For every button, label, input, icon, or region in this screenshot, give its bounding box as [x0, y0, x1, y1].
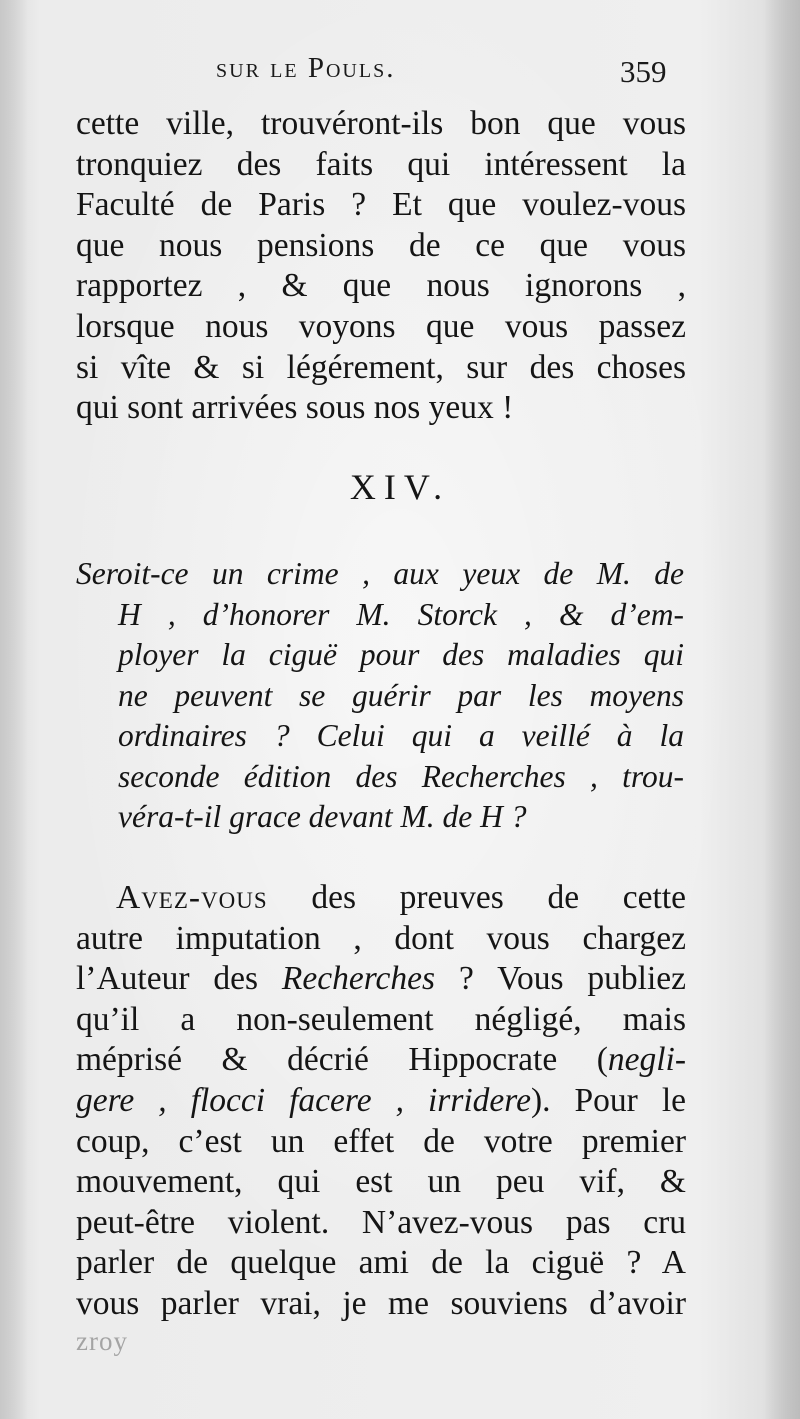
summary-line: seconde édition des Recherches , trou- [118, 758, 684, 794]
text-line: parler de quelque ami de la ciguë ? A [76, 1244, 686, 1282]
section-summary [76, 554, 684, 838]
text-line: Faculté de Paris ? Et que voulez-vous [76, 186, 686, 224]
summary-line: véra-t-il grace devant M. de H ? [118, 799, 527, 834]
text-fragment: méprisé & décrié Hippocrate ( [76, 1041, 608, 1079]
text-line: vous parler vrai, je me souviens d’avoir [76, 1284, 686, 1322]
text-line: mouvement, qui est un peu vif, & [76, 1163, 686, 1201]
paragraph-main [76, 878, 686, 1325]
text-fragment: ? Vous publiez [435, 960, 686, 998]
text-line: autre imputation , dont vous chargez [76, 919, 686, 957]
opening-word: Avez-vous [116, 879, 268, 916]
page-right-shadow [764, 0, 800, 1419]
text-fragment: ). Pour le [530, 1081, 686, 1119]
page-left-shadow [0, 0, 28, 1419]
text-line [76, 959, 686, 1000]
signature-mark: zroy [76, 1326, 128, 1356]
section-heading: XIV. [349, 467, 451, 507]
summary-line: ne peuvent se guérir par les moyens [118, 677, 684, 713]
text-line: si vîte & si légérement, sur des choses [76, 348, 686, 386]
text-line [76, 1081, 686, 1122]
summary-line: ployer la ciguë pour des maladies qui [118, 637, 684, 672]
latin-quote: gere , flocci facere , irridere [76, 1081, 531, 1119]
text-fragment: des preuves de cette [267, 879, 686, 916]
page-number: 359 [620, 54, 667, 89]
text-line: que nous pensions de ce que vous [76, 226, 686, 264]
text-line: lorsque nous voyons que vous passez [76, 307, 686, 345]
summary-line: Seroit-ce un crime , aux yeux de M. de [76, 556, 684, 591]
text-fragment: l’Auteur des [76, 960, 282, 998]
text-line: rapportez , & que nous ignorons , [76, 267, 686, 305]
paragraph-continued [76, 104, 686, 429]
summary-line: H , d’honorer M. Storck , & d’em- [118, 596, 684, 632]
page-header [0, 52, 800, 92]
text-line: qu’il a non-seulement négligé, mais [76, 1000, 686, 1038]
text-line [76, 878, 686, 919]
text-line: cette ville, trouvéront-ils bon que vous [76, 105, 686, 142]
text-line: tronquiez des faits qui intéressent la [76, 145, 686, 183]
text-line: peut-être violent. N’avez-vous pas cru [76, 1203, 686, 1241]
latin-quote: negli- [607, 1041, 686, 1079]
text-line: coup, c’est un effet de votre premier [76, 1122, 686, 1160]
summary-line: ordinaires ? Celui qui a veillé à la [118, 718, 684, 753]
text-line [76, 1040, 686, 1081]
running-head: sur le Pouls. [216, 52, 396, 84]
text-line: qui sont arrivées sous nos yeux ! [76, 389, 514, 427]
italic-title: Recherches [281, 960, 436, 998]
